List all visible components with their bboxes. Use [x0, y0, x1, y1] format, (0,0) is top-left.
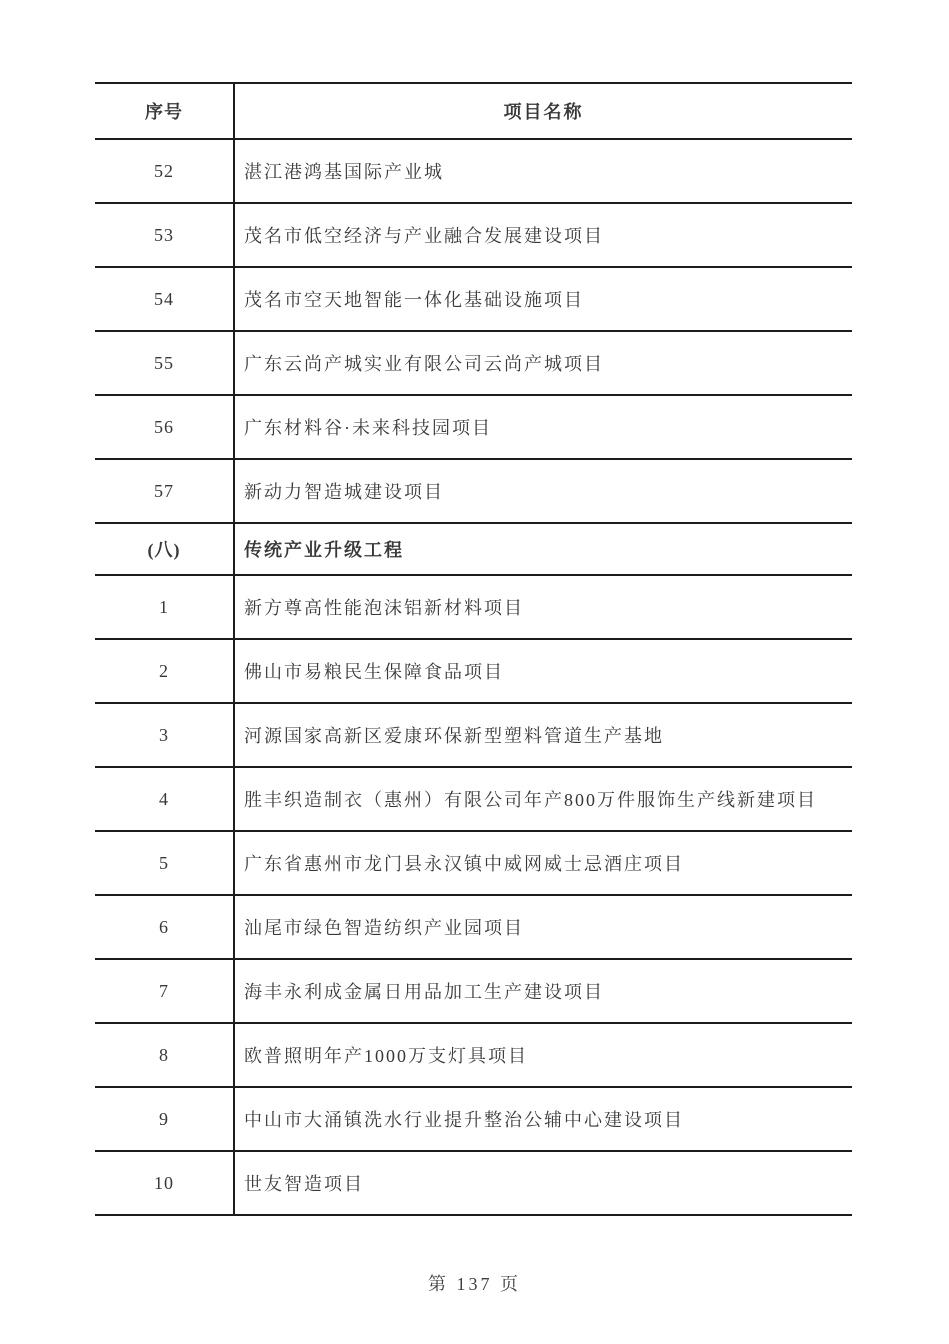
- page-number-label: 第 137 页: [428, 1274, 521, 1294]
- row-index-cell: 9: [95, 1088, 235, 1150]
- row-project-name-cell: 茂名市低空经济与产业融合发展建设项目: [244, 226, 604, 246]
- table-row: [95, 1024, 852, 1088]
- row-project-name-cell: 佛山市易粮民生保障食品项目: [244, 662, 504, 682]
- table-row: [95, 268, 852, 332]
- row-index-cell: 7: [95, 960, 235, 1022]
- row-project-name-cell: 广东材料谷·未来科技园项目: [244, 418, 492, 438]
- row-index-cell: 1: [95, 576, 235, 638]
- row-index-cell: 6: [95, 896, 235, 958]
- table-header-row: [95, 84, 852, 140]
- table-row: [95, 204, 852, 268]
- row-project-name-cell: 胜丰织造制衣（惠州）有限公司年产800万件服饰生产线新建项目: [244, 790, 817, 810]
- row-index-cell: 8: [95, 1024, 235, 1086]
- table-row: [95, 960, 852, 1024]
- table-row: [95, 140, 852, 204]
- row-index-cell: 4: [95, 768, 235, 830]
- row-index-cell: 10: [95, 1152, 235, 1214]
- column-header-index: 序号: [95, 84, 235, 138]
- row-index-cell: 55: [95, 332, 235, 394]
- row-project-name-cell: 新动力智造城建设项目: [244, 482, 444, 502]
- row-project-name-cell: 湛江港鸿基国际产业城: [244, 162, 444, 182]
- table-row: [95, 768, 852, 832]
- table-row: [95, 460, 852, 524]
- table-row: [95, 896, 852, 960]
- table-row: [95, 640, 852, 704]
- row-index-cell: 5: [95, 832, 235, 894]
- row-project-name-cell: 河源国家高新区爱康环保新型塑料管道生产基地: [244, 726, 664, 746]
- row-project-name-cell: 广东云尚产城实业有限公司云尚产城项目: [244, 354, 604, 374]
- table-row: [95, 832, 852, 896]
- table-row: [95, 396, 852, 460]
- row-project-name-cell: 世友智造项目: [244, 1174, 364, 1194]
- column-header-name: 项目名称: [503, 102, 584, 122]
- section-row: [95, 524, 852, 576]
- row-project-name-cell: 茂名市空天地智能一体化基础设施项目: [244, 290, 584, 310]
- row-project-name-cell: 海丰永利成金属日用品加工生产建设项目: [244, 982, 604, 1002]
- projects-table: [95, 82, 852, 1216]
- table-row: [95, 1152, 852, 1216]
- row-project-name-cell: 中山市大涌镇洗水行业提升整治公辅中心建设项目: [244, 1110, 684, 1130]
- row-project-name-cell: 欧普照明年产1000万支灯具项目: [244, 1046, 528, 1066]
- row-index-cell: 52: [95, 140, 235, 202]
- row-project-name-cell: 汕尾市绿色智造纺织产业园项目: [244, 918, 524, 938]
- row-project-name-cell: 传统产业升级工程: [244, 540, 404, 560]
- table-row: [95, 576, 852, 640]
- table-row: [95, 704, 852, 768]
- row-project-name-cell: 新方尊高性能泡沫铝新材料项目: [244, 598, 524, 618]
- row-index-cell: 53: [95, 204, 235, 266]
- row-index-cell: 3: [95, 704, 235, 766]
- row-index-cell: 2: [95, 640, 235, 702]
- row-index-cell: (八): [95, 524, 235, 574]
- row-index-cell: 56: [95, 396, 235, 458]
- row-index-cell: 57: [95, 460, 235, 522]
- row-project-name-cell: 广东省惠州市龙门县永汉镇中威网威士忌酒庄项目: [244, 854, 684, 874]
- row-index-cell: 54: [95, 268, 235, 330]
- table-row: [95, 1088, 852, 1152]
- page-footer: [0, 1270, 949, 1296]
- table-body: [95, 140, 852, 1216]
- table-row: [95, 332, 852, 396]
